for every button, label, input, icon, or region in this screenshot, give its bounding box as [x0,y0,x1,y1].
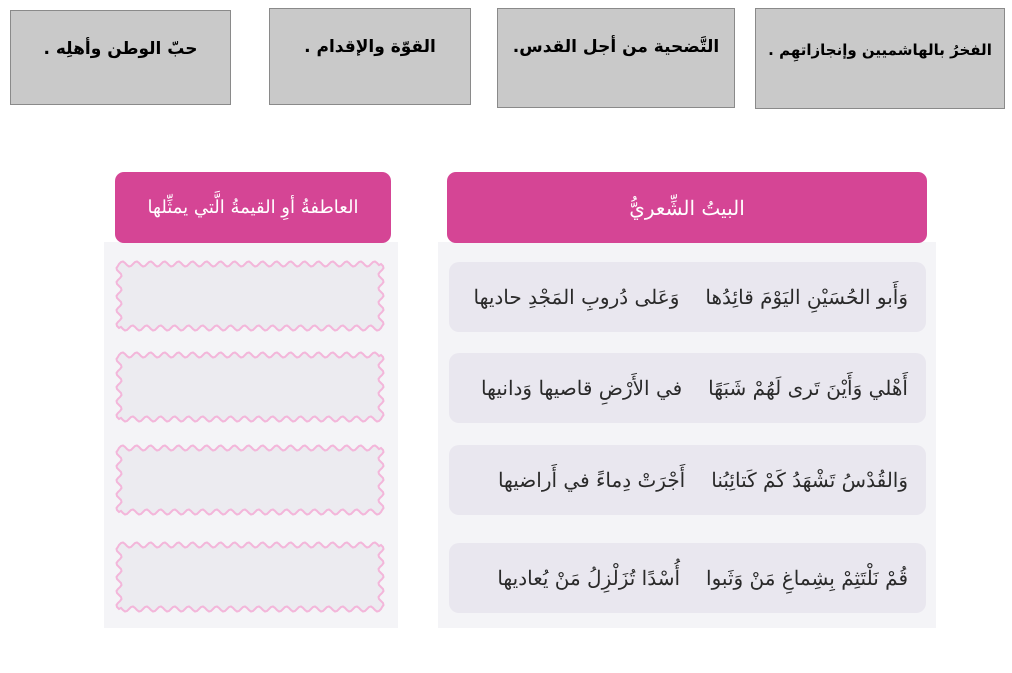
answer-drop-slot-2[interactable] [114,350,386,424]
verse-first-hemistich: أَهْلي وَأَيْنَ تَرى لَهُمْ شَبَهًا [708,376,908,400]
verse-second-hemistich: أُسْدًا تُزَلْزِلُ مَنْ يُعاديها [497,566,681,590]
answer-drop-slot-3[interactable] [114,443,386,517]
verse-second-hemistich: وَعَلى دُروبِ المَجْدِ حاديها [473,285,680,309]
wavy-slot-border [117,543,384,612]
answer-option-pride[interactable]: الفخرُ بالهاشميين وإنجازاتهِم . [755,8,1005,109]
verse-second-hemistich: أَجْرَتْ دِماءً في أَراضيها [497,468,686,492]
verse-row [449,543,926,613]
wavy-slot-border [117,446,384,515]
answer-option-courage[interactable]: القوّة والإقدام . [269,8,471,105]
emotion-column-header: العاطفةُ أوِ القيمةُ الَّتي يمثِّلها [115,172,391,243]
wavy-slot-border [117,262,384,331]
answer-option-sacrifice[interactable]: التَّضحية من أجل القدس. [497,8,735,108]
answer-drop-slot-4[interactable] [114,540,386,614]
verse-second-hemistich: في الأَرْضِ قاصيها وَدانيها [481,376,683,400]
verse-first-hemistich: وَالقُدْسُ تَشْهَدُ كَمْ كَتائِبُنا [711,468,908,492]
verse-row [449,262,926,332]
answer-drop-slot-1[interactable] [114,259,386,333]
verse-row [449,353,926,423]
answer-option-homeland-love[interactable]: حبّ الوطن وأهلِه . [10,10,231,105]
verse-first-hemistich: وَأَبو الحُسَيْنِ اليَوْمَ قائِدُها [705,285,908,309]
verse-row [449,445,926,515]
verse-column-header: البيتُ الشِّعريُّ [447,172,927,243]
wavy-slot-border [117,353,384,422]
verse-first-hemistich: قُمْ نَلْتَثِمْ بِشِماغِ مَنْ وَثَبوا [706,566,908,590]
